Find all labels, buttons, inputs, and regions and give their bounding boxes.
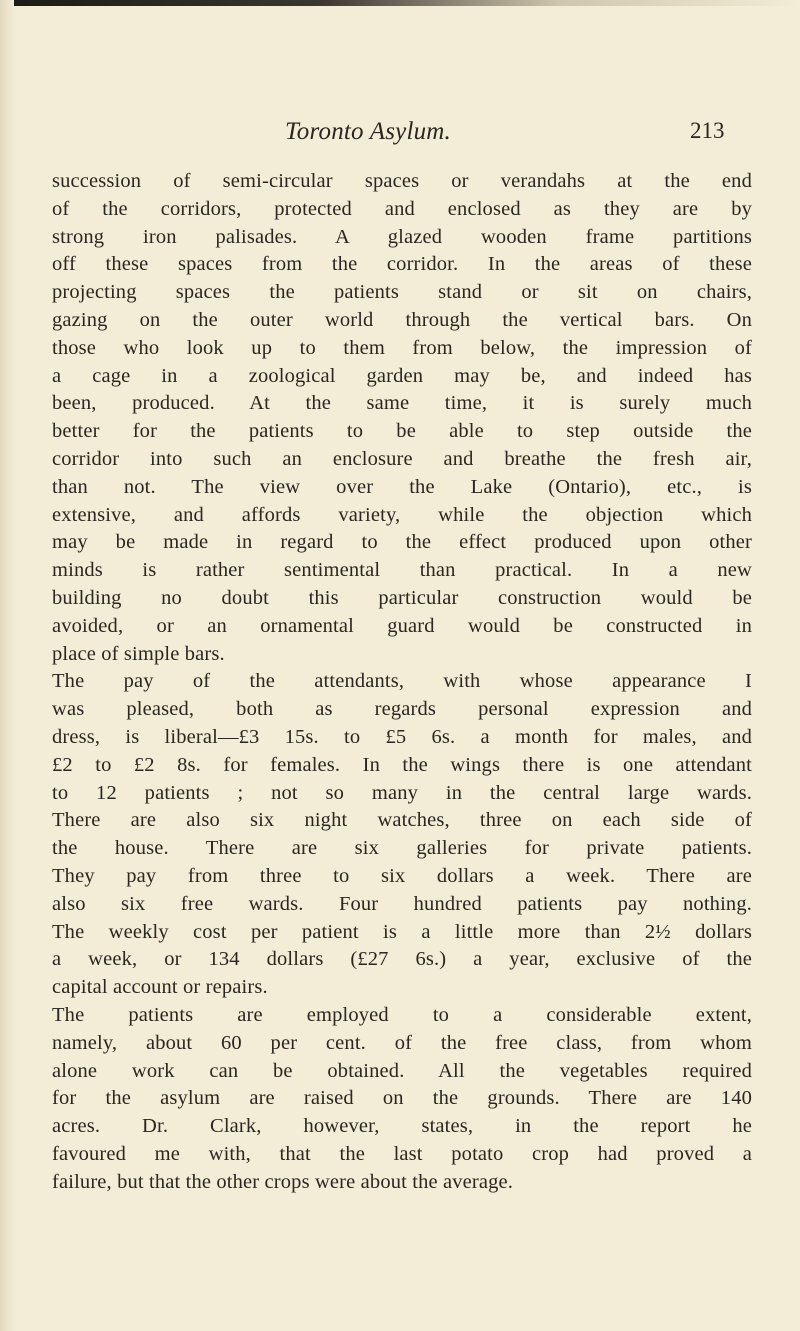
running-head — [0, 118, 800, 158]
text-line: than not. The view over the Lake (Ontario), etc., is — [52, 475, 752, 498]
text-line: favoured me with, that the last potato crop had proved a — [52, 1142, 752, 1165]
text-line: The weekly cost per patient is a little more than 2½ dollars — [52, 920, 752, 943]
text-line: acres. Dr. Clark, however, states, in the report he — [52, 1115, 752, 1138]
text-line: to 12 patients ; not so many in the central large wards. — [52, 781, 752, 804]
text-line: better for the patients to be able to step outside the — [52, 420, 752, 443]
text-line: avoided, or an ornamental guard would be constructed in — [52, 614, 752, 637]
text-line: off these spaces from the corridor. In the areas of these — [52, 253, 752, 276]
page-gutter-shadow — [0, 0, 14, 1331]
page-number: 213 — [690, 118, 725, 143]
paragraph-start-line: The pay of the attendants, with whose appearance I — [52, 670, 752, 693]
text-line: minds is rather sentimental than practical. In a new — [52, 559, 752, 582]
text-line: alone work can be obtained. All the vegetables required — [52, 1059, 752, 1082]
text-line: gazing on the outer world through the vertical bars. On — [52, 308, 752, 331]
text-line: dress, is liberal—£3 15s. to £5 6s. a month for males, and — [52, 725, 752, 748]
paragraph-end-line: capital account or repairs. — [52, 976, 268, 999]
text-line: building no doubt this particular construction would be — [52, 586, 752, 609]
text-line: corridor into such an enclosure and breathe the fresh air, — [52, 447, 752, 470]
text-line: of the corridors, protected and enclosed as they are by — [52, 197, 752, 220]
text-line: for the asylum are raised on the grounds. There are 140 — [52, 1087, 752, 1110]
text-line: projecting spaces the patients stand or sit on chairs, — [52, 281, 752, 304]
text-line: There are also six night watches, three on each side of — [52, 809, 752, 832]
paragraph-start-line: The patients are employed to a considerable extent, — [52, 1003, 752, 1026]
text-line: a week, or 134 dollars (£27 6s.) a year, exclusive of the — [52, 948, 752, 971]
body-text — [52, 168, 752, 1196]
page-top-edge — [0, 0, 800, 6]
paragraph-end-line: failure, but that the other crops were about the average. — [52, 1170, 514, 1193]
text-line: strong iron palisades. A glazed wooden frame partitions — [52, 225, 752, 248]
text-line: £2 to £2 8s. for females. In the wings there is one attendant — [52, 753, 752, 776]
text-line: succession of semi-circular spaces or verandahs at the end — [52, 170, 752, 192]
text-line: may be made in regard to the effect produced upon other — [52, 531, 752, 554]
text-line: also six free wards. Four hundred patients pay nothing. — [52, 892, 752, 915]
text-line: was pleased, both as regards personal expression and — [52, 698, 752, 721]
running-title: Toronto Asylum. — [285, 118, 452, 145]
text-line: They pay from three to six dollars a week. There are — [52, 864, 752, 887]
text-line: a cage in a zoological garden may be, and indeed has — [52, 364, 752, 387]
text-line: been, produced. At the same time, it is surely much — [52, 392, 752, 415]
text-line: namely, about 60 per cent. of the free class, from whom — [52, 1031, 752, 1054]
text-line: those who look up to them from below, the impression of — [52, 336, 752, 359]
paragraph-end-line: place of simple bars. — [52, 642, 225, 665]
text-line: the house. There are six galleries for private patients. — [52, 837, 752, 860]
text-line: extensive, and affords variety, while the objection which — [52, 503, 752, 526]
